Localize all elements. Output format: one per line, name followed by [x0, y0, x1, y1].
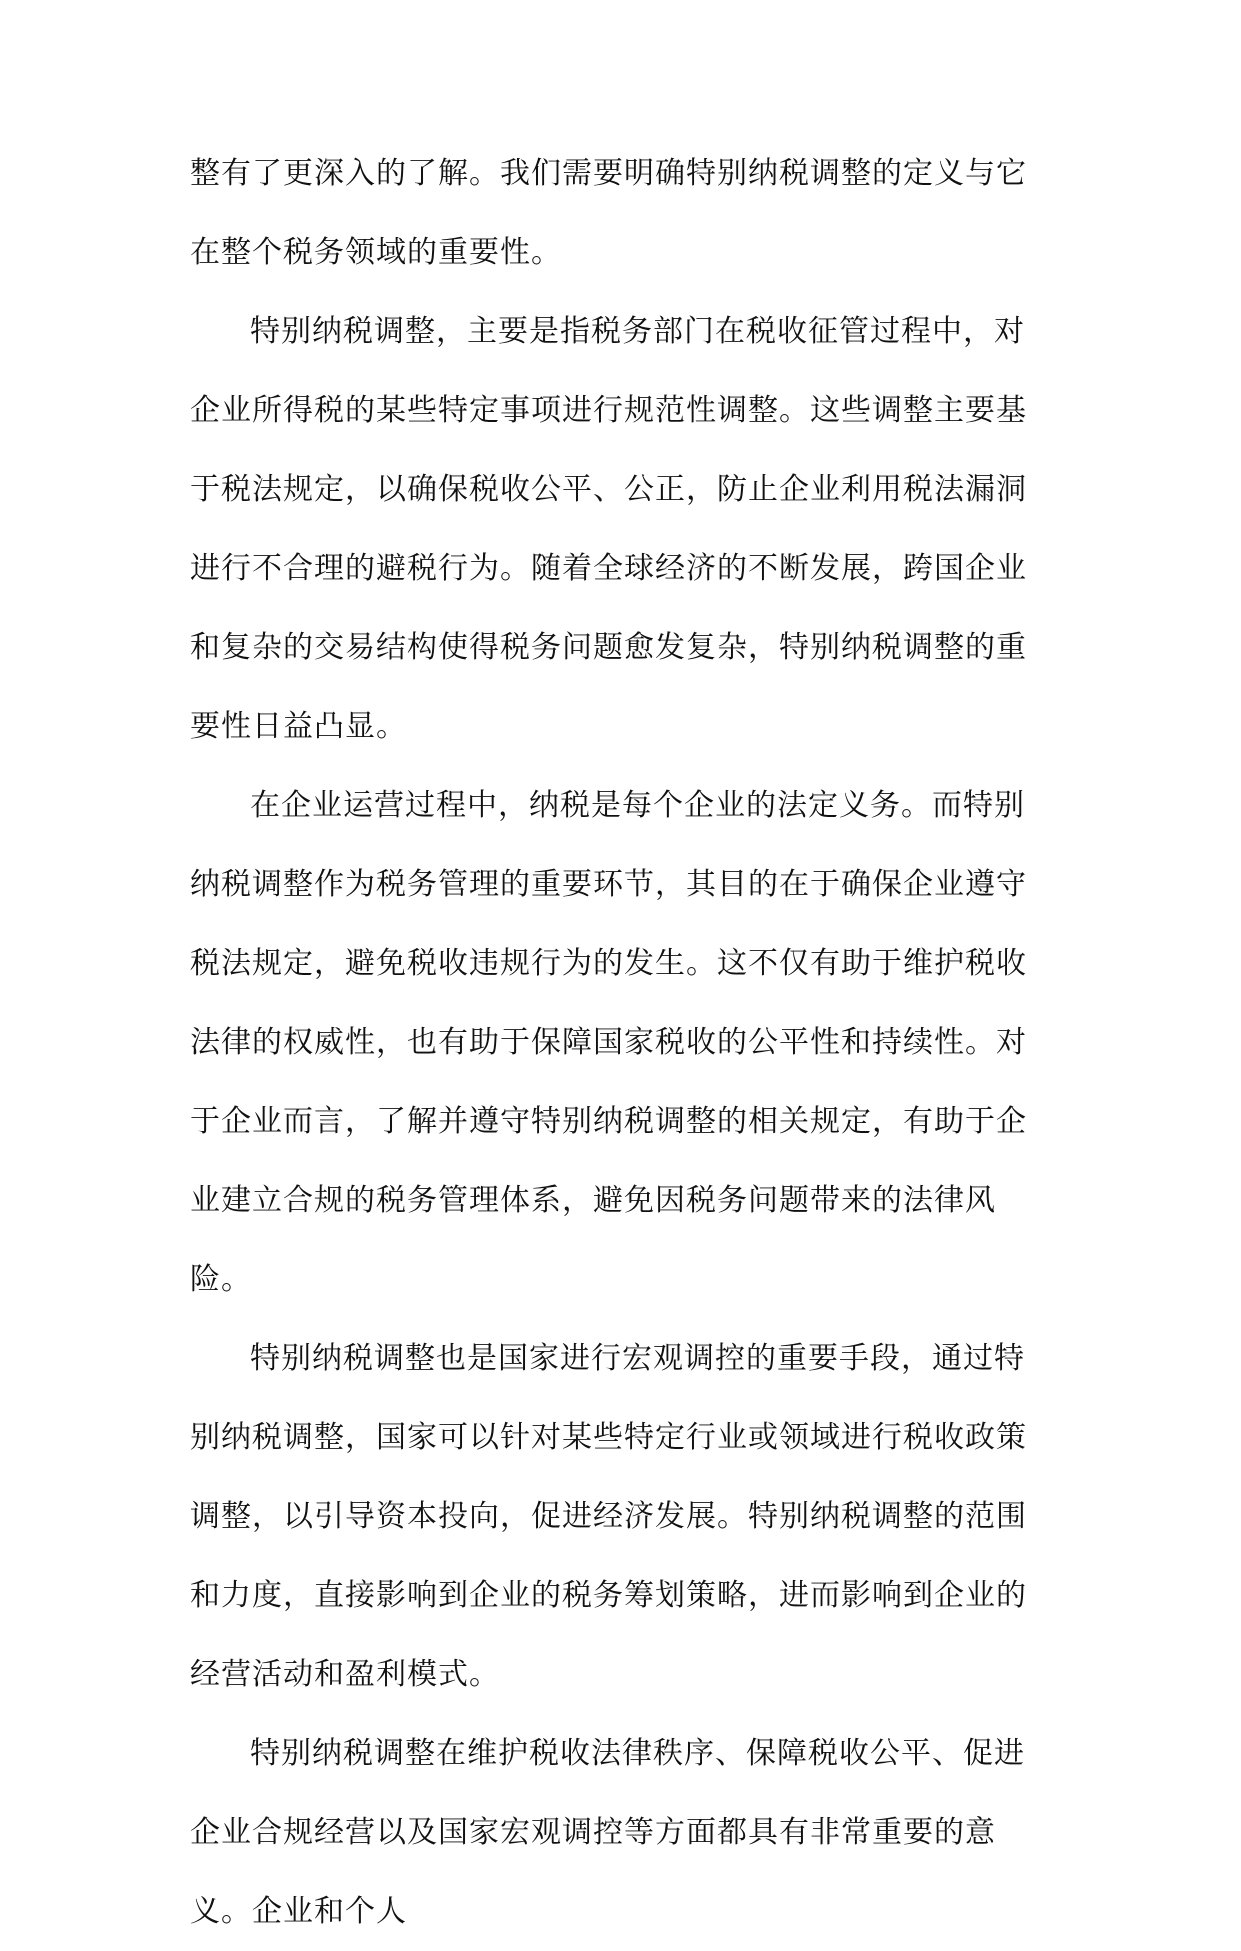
document-body — [190, 134, 1050, 1951]
paragraph-5: 特别纳税调整在维护税收法律秩序、保障税收公平、促进企业合规经营以及国家宏观调控等方面都具有非常重要的意义。企业和个人 — [190, 1736, 1025, 1929]
paragraph-3: 在企业运营过程中，纳税是每个企业的法定义务。而特别纳税调整作为税务管理的重要环节，其目的在于确保企业遵守税法规定，避免税收违规行为的发生。这不仅有助于维护税收法律的权威性，也有助于保障国家税收的公平性和持续性。对于企业而言，了解并遵守特别纳税调整的相关规定，有助于企业建立合规的税务管理体系，避免因税务问题带来的法律风险。 — [190, 788, 1027, 1297]
paragraph-2: 特别纳税调整，主要是指税务部门在税收征管过程中，对企业所得税的某些特定事项进行规范性调整。这些调整主要基于税法规定，以确保税收公平、公正，防止企业利用税法漏洞进行不合理的避税行为。随着全球经济的不断发展，跨国企业和复杂的交易结构使得税务问题愈发复杂，特别纳税调整的重要性日益凸显。 — [190, 314, 1027, 744]
paragraph-1: 整有了更深入的了解。我们需要明确特别纳税调整的定义与它在整个税务领域的重要性。 — [190, 156, 1027, 270]
paragraph-4: 特别纳税调整也是国家进行宏观调控的重要手段，通过特别纳税调整，国家可以针对某些特定行业或领域进行税收政策调整，以引导资本投向，促进经济发展。特别纳税调整的范围和力度，直接影响到企业的税务筹划策略，进而影响到企业的经营活动和盈利模式。 — [190, 1341, 1027, 1692]
